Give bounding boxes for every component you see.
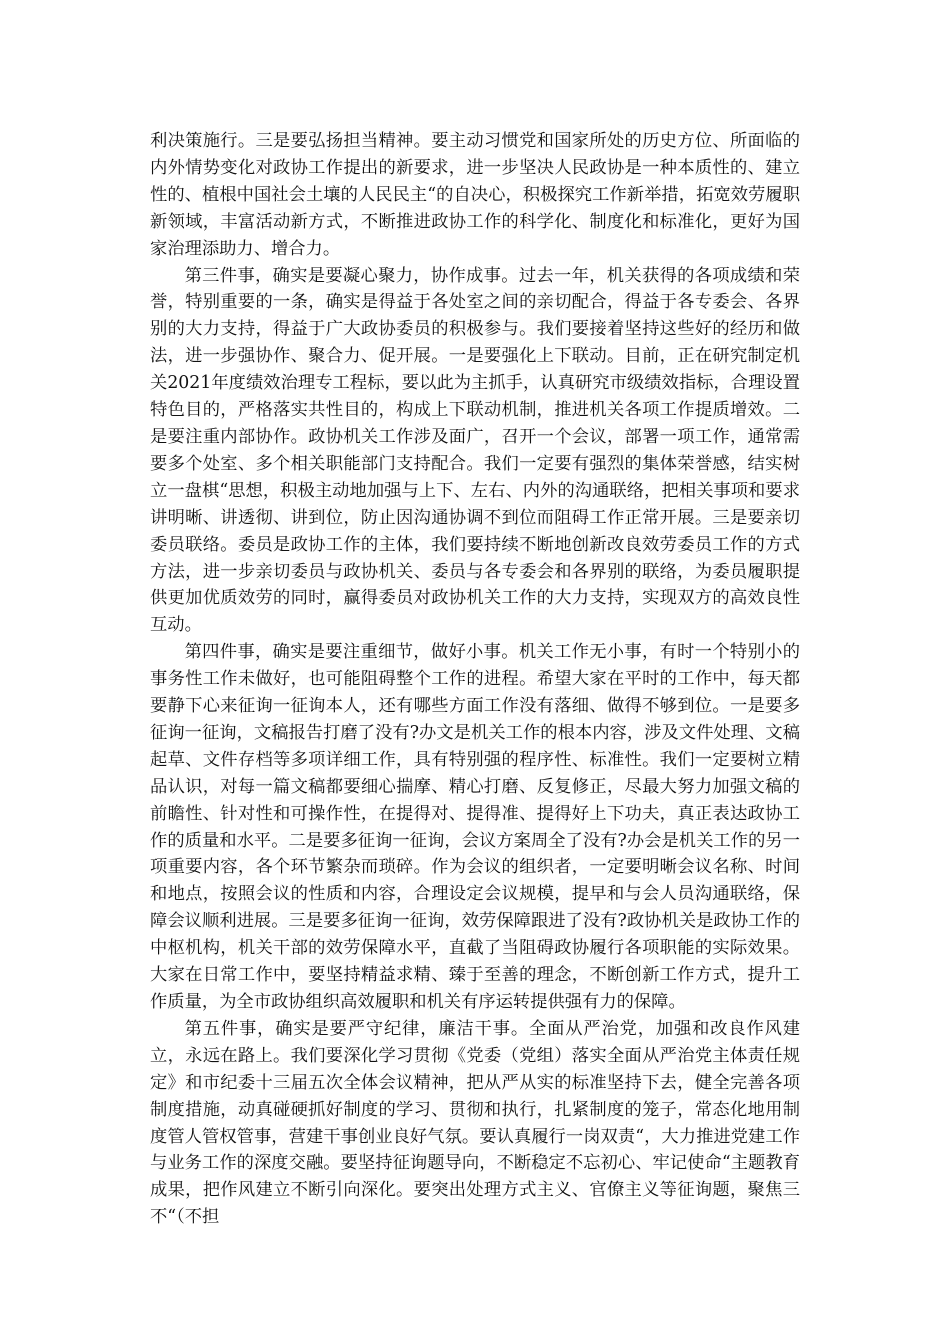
document-page <box>150 128 800 1231</box>
paragraph-4: 第五件事，确实是要严守纪律，廉洁干事。全面从严治党，加强和改良作风建立，永远在路上。我们要深化学习贯彻《党委（党组）落实全面从严治党主体责任规定》和市纪委十三届五次全体会议精神，把从严从实的标准坚持下去，健全完善各项制度措施，动真碰硬抓好制度的学习、贯彻和执行，扎紧制度的笼子，常态化地用制度管人管权管事，营建干事创业良好气氛。要认真履行一岗双责“，大力推进党建工作与业务工作的深度交融。要坚持征询题导向，不断稳定不忘初心、牢记使命“主题教育成果，把作风建立不断引向深化。要突出处理方式主义、官僚主义等征询题，聚焦三不“（不担 <box>150 1018 800 1228</box>
paragraph-1: 利决策施行。三是要弘扬担当精神。要主动习惯党和国家所处的历史方位、所面临的内外情势变化对政协工作提出的新要求，进一步坚决人民政协是一种本质性的、建立性的、植根中国社会土壤的人民民主“的自决心，积极探究工作新举措，拓宽效劳履职新领域，丰富活动新方式，不断推进政协工作的科学化、制度化和标准化，更好为国家治理添助力、增合力。 <box>150 131 800 259</box>
paragraph-2: 第三件事，确实是要凝心聚力，协作成事。过去一年，机关获得的各项成绩和荣誉，特别重要的一条，确实是得益于各处室之间的亲切配合，得益于各专委会、各界别的大力支持，得益于广大政协委员的积极参与。我们要接着坚持这些好的经历和做法，进一步强协作、聚合力、促开展。一是要强化上下联动。目前，正在研究制定机关2021年度绩效治理专工程标，要以此为主抓手，认真研究市级绩效指标，合理设置特色目的，严格落实共性目的，构成上下联动机制，推进机关各项工作提质增效。二是要注重内部协作。政协机关工作涉及面广，召开一个会议，部署一项工作，通常需要多个处室、多个相关职能部门支持配合。我们一定要有强烈的集体荣誉感，结实树立一盘棋“思想，积极主动地加强与上下、左右、内外的沟通联络，把相关事项和要求讲明晰、讲透彻、讲到位，防止因沟通协调不到位而阻碍工作正常开展。三是要亲切委员联络。委员是政协工作的主体，我们要持续不断地创新改良效劳委员工作的方式方法，进一步亲切委员与政协机关、委员与各专委会和各界别的联络，为委员履职提供更加优质效劳的同时，赢得委员对政协机关工作的大力支持，实现双方的高效良性互动。 <box>150 265 800 636</box>
paragraph-3: 第四件事，确实是要注重细节，做好小事。机关工作无小事，有时一个特别小的事务性工作未做好，也可能阻碍整个工作的进程。希望大家在平时的工作中，每天都要静下心来征询一征询本人，还有哪些方面工作没有落细、做得不够到位。一是要多征询一征询，文稿报告打磨了没有?办文是机关工作的根本内容，涉及文件处理、文稿起草、文件存档等多项详细工作，具有特别强的程序性、标准性。我们一定要树立精品认识，对每一篇文稿都要细心揣摩、精心打磨、反复修正，尽最大努力加强文稿的前瞻性、针对性和可操作性，在提得对、提得准、提得好上下功夫，真正表达政协工作的质量和水平。二是要多征询一征询，会议方案周全了没有?办会是机关工作的另一项重要内容，各个环节繁杂而琐碎。作为会议的组织者，一定要明晰会议名称、时间和地点，按照会议的性质和内容，合理设定会议规模，提早和与会人员沟通联络，保障会议顺利进展。三是要多征询一征询，效劳保障跟进了没有?政协机关是政协工作的中枢机构，机关干部的效劳保障水平，直截了当阻碍政协履行各项职能的实际效果。大家在日常工作中，要坚持精益求精、臻于至善的理念，不断创新工作方式，提升工作质量，为全市政协组织高效履职和机关有序运转提供强有力的保障。 <box>150 642 800 1012</box>
